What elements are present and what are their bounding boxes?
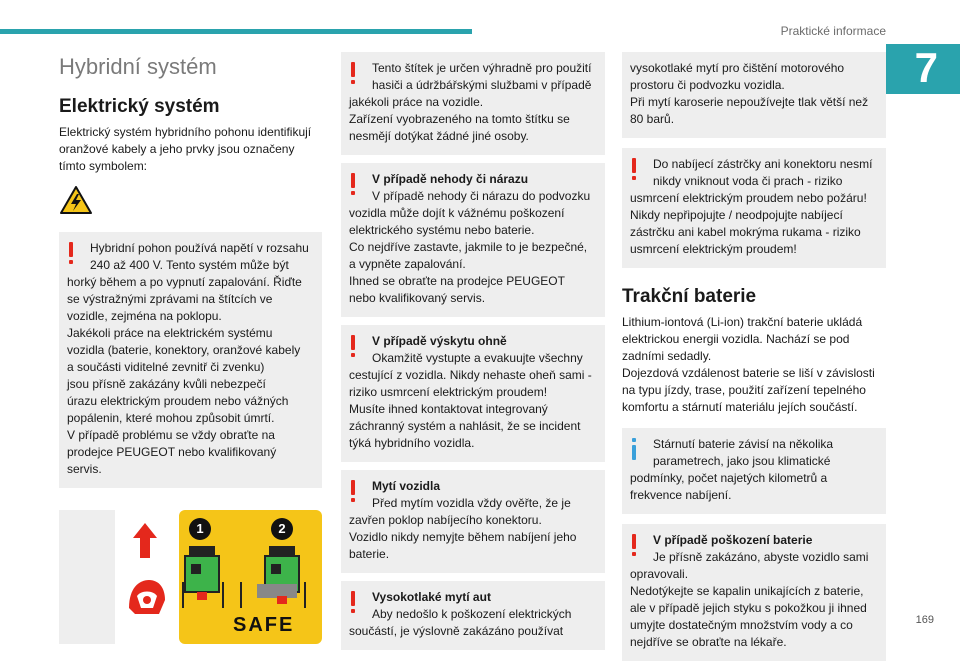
text-line: oranžové kabely a jeho prvky jsou označeny — [59, 142, 295, 156]
text-line: nikdy vniknout voda či prach - riziko — [653, 174, 843, 188]
text-line: usmrcení elektrickým proudem! — [630, 242, 797, 256]
text-line: V případě nehody či nárazu do podvozku — [372, 189, 591, 203]
warning-exclamation-icon — [351, 62, 356, 84]
warning-exclamation-icon — [351, 173, 356, 195]
text-line: opravovali. — [630, 567, 689, 581]
info-box-battery-aging — [622, 428, 886, 514]
text-line: frekvence nabíjení. — [630, 488, 732, 502]
text-line: jakékoli práce na vozidle. — [349, 95, 484, 109]
heading-electric-system: Elektrický systém — [59, 96, 220, 117]
warning-exclamation-icon — [351, 335, 356, 357]
text-line: na typu jízdy, trase, použití zařízení tepelného — [622, 383, 866, 397]
warning-exclamation-icon — [632, 158, 637, 180]
text-line: vozidla (baterie, konektory, oranžové kabely — [67, 343, 301, 357]
text-line: hasiči a údržbářskými službami v případě — [372, 78, 592, 92]
text-line: úrazu elektrickým proudem nebo vážných — [67, 394, 289, 408]
text-line: Tento štítek je určen výhradně pro použití — [372, 61, 592, 75]
text-line: záchranný systém a nahlásit, že se incident — [349, 419, 581, 433]
safety-label-figure — [59, 510, 322, 644]
label-badge-1: 1 — [189, 518, 211, 540]
text-line: a vypněte zapalování. — [349, 257, 466, 271]
warning-exclamation-icon — [69, 242, 74, 264]
text-line: Při mytí karoserie nepoužívejte tlak větší než — [630, 95, 869, 109]
header-accent-bar — [0, 29, 472, 34]
text-line: Je přísně zakázáno, abyste vozidlo sami — [653, 550, 869, 564]
text-line: Aby nedošlo k poškození elektrických — [372, 607, 572, 621]
warning-box-washing — [341, 470, 605, 573]
left-column — [59, 52, 322, 644]
chapter-number: 7 — [914, 44, 938, 91]
warning-box-charging-plug — [622, 148, 886, 268]
warning-box-label-use — [341, 52, 605, 155]
text-line: jsou přísně zakázány kvůli nebezpečí — [67, 377, 266, 391]
text-line: Do nabíjecí zástrčky ani konektoru nesmí — [653, 157, 873, 171]
text-line: 240 až 400 V. Tento systém může být — [90, 258, 289, 272]
text-line: Jakékoli práce na elektrickém systému — [67, 326, 273, 340]
text-line: součástí, je výslovně zakázáno používat — [349, 624, 564, 638]
box-title: Vysokotlaké mytí aut — [372, 590, 491, 604]
text-line: podmínky, počet najetých kilometrů a — [630, 471, 828, 485]
text-line: vozidla může dojít k vážnému poškození — [349, 206, 565, 220]
text-line: se výstražnými zprávami na štítcích ve — [67, 292, 273, 306]
text-line: umyjte dostatečným množstvím vody a co — [630, 618, 853, 632]
text-line: Elektrický systém hybridního pohonu identifikují — [59, 125, 312, 139]
warning-box-high-pressure — [341, 581, 605, 650]
text-line: nesmějí dotýkat žádné jiné osoby. — [349, 129, 529, 143]
text-line: parametrech, jako jsou klimatické — [653, 454, 831, 468]
text-line: Co nejdříve zastavte, jakmile to je bezpečné, — [349, 240, 588, 254]
text-line: vozidle, zejména na poklopu. — [67, 309, 222, 323]
warning-exclamation-icon — [351, 591, 356, 613]
high-voltage-warning-icon — [59, 185, 93, 215]
text-line: baterie. — [349, 547, 390, 561]
text-line: Před mytím vozidla vždy ověřte, že je — [372, 496, 571, 510]
text-line: týká hybridního vozidla. — [349, 436, 475, 450]
text-line: nebo kvalifikovaný servis. — [349, 291, 486, 305]
text-line: zavřen poklop nabíjecího konektoru. — [349, 513, 542, 527]
text-line: usmrcení elektrickým proudem nebo požáru! — [630, 191, 867, 205]
warning-exclamation-icon — [632, 534, 637, 556]
page-header-title: Praktické informace — [780, 24, 886, 38]
text-line: Lithium-iontová (Li-ion) trakční baterie ukládá — [622, 315, 863, 329]
text-line: zástrčku ani kabel mokrýma rukama - riziko — [630, 225, 861, 239]
warning-box-voltage — [59, 232, 322, 488]
text-line: Vozidlo nikdy nemyjte během nabíjení jeho — [349, 530, 577, 544]
text-line: Hybridní pohon používá napětí v rozsahu — [90, 241, 309, 255]
text-line: Nikdy nepřipojujte / neodpojujte nabíjecí — [630, 208, 843, 222]
text-line: servis. — [67, 462, 102, 476]
intro-paragraph — [59, 124, 322, 175]
text-line: Nedotýkejte se kapalin unikajících z baterie, — [630, 584, 864, 598]
battery-intro-paragraph — [622, 314, 886, 416]
info-icon — [632, 438, 637, 460]
text-line: Ihned se obraťte na prodejce PEUGEOT — [349, 274, 565, 288]
text-line: nejdříve se obraťte na lékaře. — [630, 635, 787, 649]
section-title: Hybridní systém — [59, 54, 217, 79]
text-line: Dojezdová vzdálenost baterie se liší v závislosti — [622, 366, 875, 380]
heading-traction-battery: Trakční baterie — [622, 286, 757, 307]
warning-box-accident — [341, 163, 605, 317]
text-line: V případě problému se vždy obraťte na — [67, 428, 275, 442]
text-line: tímto symbolem: — [59, 159, 148, 173]
text-line: riziko usmrcení elektrickým proudem! — [349, 385, 548, 399]
box-title: V případě nehody či nárazu — [372, 172, 529, 186]
text-line: ale v případě jejich styku s pokožkou ji ihned — [630, 601, 867, 615]
text-line: Okamžitě vystupte a evakuujte všechny — [372, 351, 583, 365]
text-line: vysokotlaké mytí pro čištění motorového — [630, 61, 845, 75]
box-title: V případě výskytu ohně — [372, 334, 507, 348]
box-title: V případě poškození baterie — [653, 533, 813, 547]
text-line: horký během a po vypnutí zapalování. Řiďte — [67, 275, 302, 289]
warning-exclamation-icon — [351, 480, 356, 502]
label-safe-text: SAFE — [233, 614, 295, 636]
warning-box-battery-damage — [622, 524, 886, 661]
text-line: Stárnutí baterie závisí na několika — [653, 437, 834, 451]
text-line: zadními sedadly. — [622, 349, 712, 363]
text-line: a součásti viditelné zevnitř či zvenku) — [67, 360, 265, 374]
text-line: popálenin, které mohou způsobit úmrtí. — [67, 411, 275, 425]
text-line: 80 barů. — [630, 112, 675, 126]
middle-column — [341, 52, 605, 650]
page-number: 169 — [915, 614, 934, 626]
text-line: komfortu a stárnutí materiálu jejích součástí. — [622, 400, 858, 414]
text-line: Musíte ihned kontaktovat integrovaný — [349, 402, 548, 416]
text-line: elektrickou energii vozidla. Nachází se pod — [622, 332, 850, 346]
text-line: cestující z vozidla. Nikdy nehaste oheň sami - — [349, 368, 592, 382]
text-line: elektrického systému nebo baterie. — [349, 223, 535, 237]
text-line: Zařízení vyobrazeného na tomto štítku se — [349, 112, 570, 126]
box-title: Mytí vozidla — [372, 479, 441, 493]
warning-box-high-pressure-continued — [622, 52, 886, 138]
warning-box-fire — [341, 325, 605, 462]
text-line: prostoru či podvozku vozidla. — [630, 78, 785, 92]
label-badge-2: 2 — [271, 518, 293, 540]
right-column — [622, 52, 886, 661]
text-line: prodejce PEUGEOT nebo kvalifikovaný — [67, 445, 277, 459]
